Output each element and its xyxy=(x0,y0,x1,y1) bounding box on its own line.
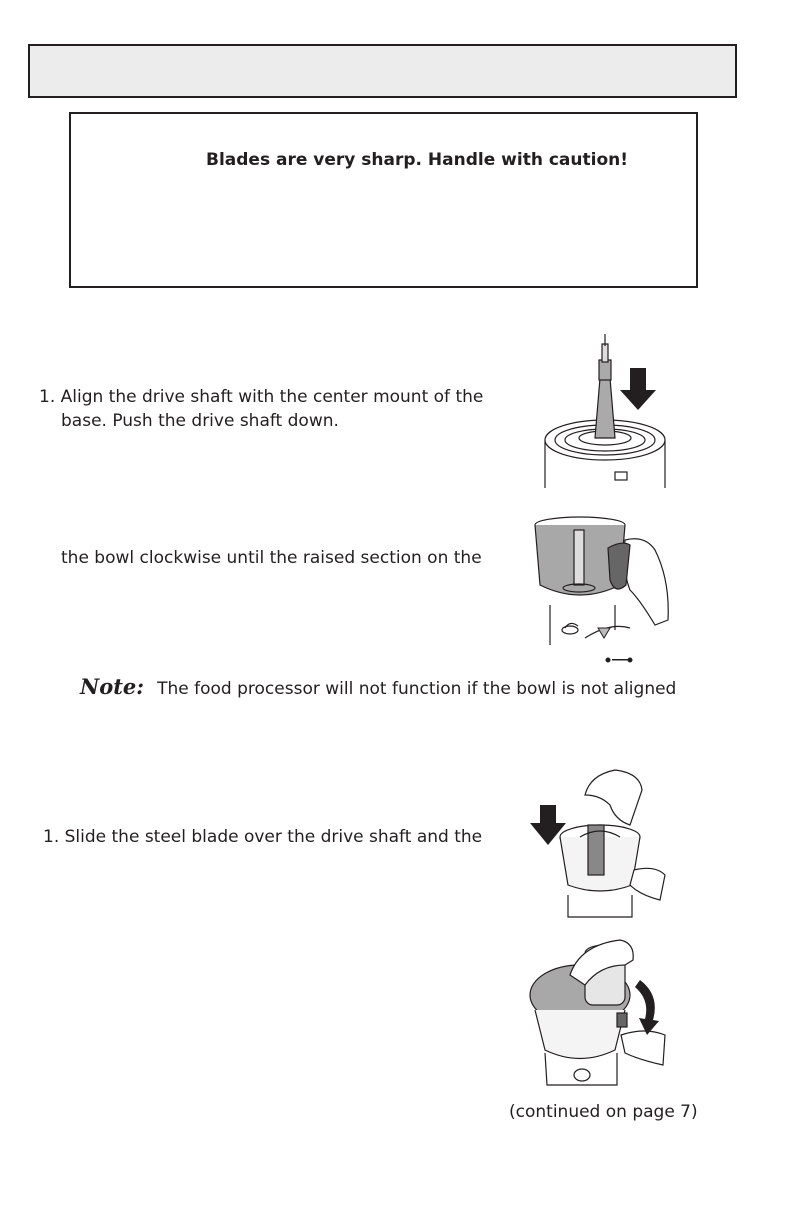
warning-box xyxy=(69,112,698,288)
step-1-line-2: base. Push the drive shaft down. xyxy=(61,411,339,431)
lid-illustration xyxy=(525,935,675,1095)
step-1-line-1: 1. Align the drive shaft with the center mount of the xyxy=(39,387,484,407)
note xyxy=(80,674,676,699)
step-2-line: the bowl clockwise until the raised section on the xyxy=(61,548,482,568)
blade-step-1-line: 1. Slide the steel blade over the drive shaft and the xyxy=(43,827,483,847)
blade-illustration xyxy=(530,765,670,925)
assembly-step-2 xyxy=(61,546,482,570)
note-text: The food processor will not function if the bowl is not aligned xyxy=(157,679,677,699)
warning-text: Blades are very sharp. Handle with caution! xyxy=(206,150,628,170)
blade-step-1 xyxy=(43,825,482,849)
drive-shaft-illustration xyxy=(540,330,670,490)
assembly-step-1 xyxy=(39,385,483,433)
section-header-bar xyxy=(28,44,737,98)
continued-note: (continued on page 7) xyxy=(509,1102,698,1122)
bowl-illustration xyxy=(530,510,675,670)
note-label: Note: xyxy=(80,674,145,699)
